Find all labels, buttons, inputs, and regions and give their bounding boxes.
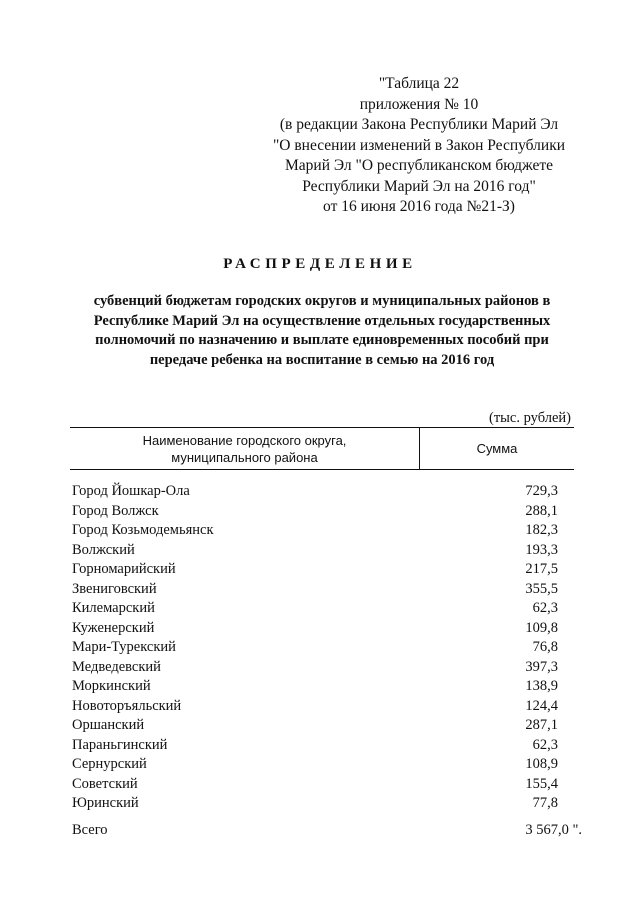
header-line: Республики Марий Эл на 2016 год": [302, 177, 536, 195]
row-name: Советский: [72, 775, 138, 792]
table-row: [72, 521, 584, 541]
row-value: 108,9: [525, 756, 558, 772]
row-value: 124,4: [525, 697, 558, 714]
row-name: Звениговский: [72, 580, 157, 597]
row-name: Медведевский: [72, 658, 161, 675]
units-note: (тыс. рублей): [489, 410, 571, 426]
row-name: Город Йошкар-Ола: [72, 483, 190, 499]
row-value: 288,1: [525, 502, 558, 519]
column-header-name-line: Наименование городского округа,: [142, 432, 347, 448]
table-header: [70, 427, 574, 470]
row-value: 355,5: [525, 580, 558, 597]
row-value: 155,4: [525, 775, 558, 792]
header-line: "О внесении изменений в Закон Республики: [272, 136, 566, 154]
header-line: Марий Эл "О республиканском бюджете: [284, 157, 553, 174]
table-row: [72, 736, 584, 756]
row-value: 62,3: [532, 736, 558, 753]
row-name: Город Козьмодемьянск: [72, 522, 214, 538]
row-value: 287,1: [525, 717, 558, 733]
table-row: [72, 502, 584, 522]
column-header-sum: Сумма: [419, 428, 574, 469]
row-value: 138,9: [525, 678, 558, 694]
header-block: [262, 74, 576, 218]
total-label: Всего: [72, 822, 108, 838]
table-row: [72, 658, 584, 678]
row-name: Горномарийский: [72, 561, 176, 577]
row-name: Новоторъяльский: [72, 697, 182, 714]
table-row: [72, 697, 584, 717]
table-row: [72, 541, 584, 561]
table-row: [72, 482, 584, 502]
table-row: [72, 775, 584, 795]
table-row: [72, 580, 584, 600]
table-row: [72, 677, 584, 697]
row-value: 397,3: [525, 658, 558, 675]
header-line: от 16 июня 2016 года №21-З): [323, 198, 515, 215]
row-value: 76,8: [532, 639, 558, 655]
table-row: [72, 716, 584, 736]
row-name: Сернурский: [72, 756, 147, 772]
row-name: Параньгинский: [72, 736, 168, 753]
row-value: 77,8: [532, 795, 558, 811]
row-value: 62,3: [532, 600, 558, 616]
row-value: 729,3: [525, 483, 558, 499]
table-body: [72, 482, 584, 814]
row-name: Куженерский: [72, 619, 155, 636]
document-title: РАСПРЕДЕЛЕНИЕ: [223, 256, 417, 272]
row-name: Город Волжск: [72, 502, 159, 519]
row-name: Мари-Турекский: [72, 639, 176, 655]
table-row: [72, 619, 584, 639]
table-row: [72, 638, 584, 658]
row-name: Моркинский: [72, 678, 151, 694]
header-line: (в редакции Закона Республики Марий Эл: [279, 116, 559, 133]
table-row: [72, 560, 584, 580]
row-value: 109,8: [525, 619, 558, 636]
row-name: Оршанский: [72, 717, 145, 733]
table-row: [72, 794, 584, 814]
row-name: Волжский: [72, 541, 135, 558]
header-line: "Таблица 22: [378, 75, 460, 92]
subtitle-line: субвенций бюджетам городских округов и муниципальных районов в: [93, 293, 551, 309]
row-name: Юринский: [72, 795, 139, 811]
row-value: 182,3: [525, 522, 558, 538]
row-value: 193,3: [525, 541, 558, 558]
header-line: приложения № 10: [359, 95, 479, 113]
column-header-name: [70, 428, 419, 469]
row-name: Килемарский: [72, 600, 155, 616]
subtitle-line: передаче ребенка на воспитание в семью на 2016 год: [149, 351, 495, 368]
subtitle-line: полномочий по назначению и выплате единовременных пособий при: [95, 332, 549, 348]
document-subtitle: [64, 292, 580, 370]
table-row: [72, 755, 584, 775]
table-row: [72, 599, 584, 619]
total-row: [72, 820, 582, 840]
column-header-name-line: муниципального района: [171, 449, 318, 465]
total-value: 3 567,0 ".: [525, 822, 582, 838]
row-value: 217,5: [525, 561, 558, 577]
subtitle-line: Республике Марий Эл на осуществление отдельных государственных: [93, 312, 551, 329]
